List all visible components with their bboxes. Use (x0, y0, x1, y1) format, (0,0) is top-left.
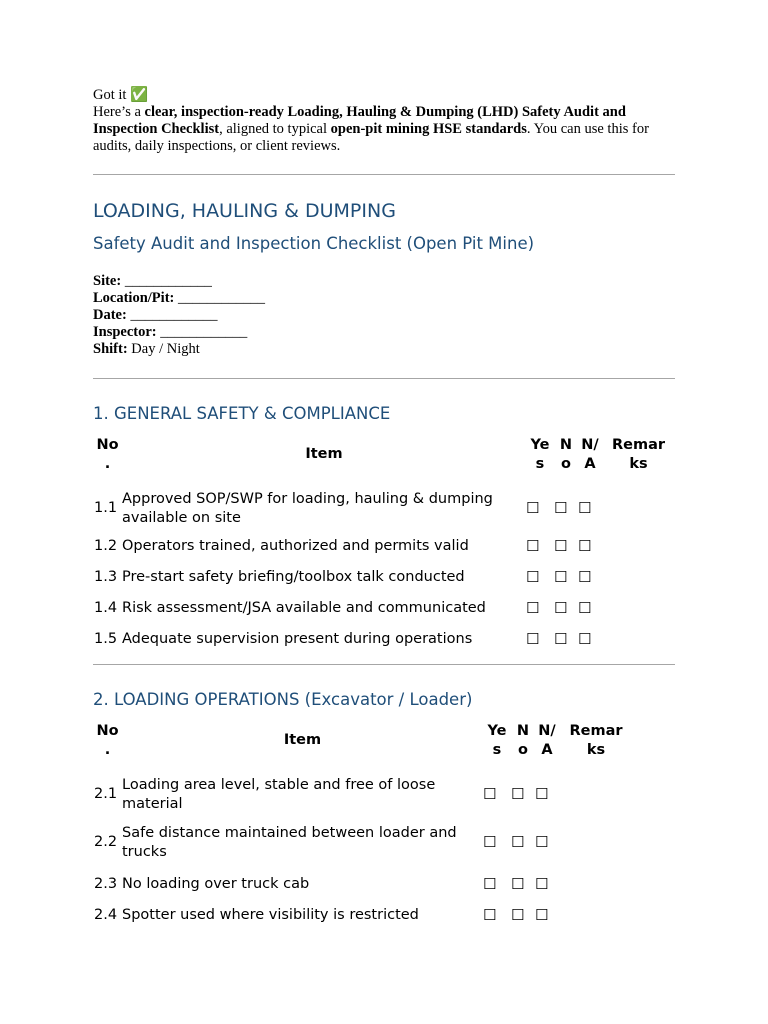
col-header-item: Item (305, 446, 343, 463)
no-checkbox[interactable]: ☐ (554, 567, 568, 586)
shift-field (93, 341, 675, 358)
no-checkbox[interactable]: ☐ (554, 629, 568, 648)
divider (93, 174, 675, 175)
intro-block (93, 87, 675, 155)
remarks-cell[interactable] (559, 869, 633, 900)
document-title: LOADING, HAULING & DUMPING (93, 200, 396, 222)
shift-value: Day / Night (127, 341, 200, 357)
remarks-cell[interactable] (559, 773, 633, 817)
col-header-remarks: Remar ks (611, 436, 666, 472)
checklist-table (93, 433, 675, 655)
document-page (93, 87, 675, 931)
row-item: Approved SOP/SWP for loading, hauling & dumping available on site (122, 490, 493, 526)
no-checkbox[interactable]: ☐ (554, 536, 568, 555)
row-item: Spotter used where visibility is restricted (122, 906, 419, 923)
col-header-no-answer: N o (516, 722, 530, 758)
row-item: Risk assessment/JSA available and communicated (122, 599, 486, 616)
table-row (93, 487, 675, 531)
row-item: Adequate supervision present during operations (122, 630, 473, 647)
yes-checkbox[interactable]: ☐ (526, 598, 540, 617)
yes-checkbox[interactable]: ☐ (483, 785, 497, 804)
no-checkbox[interactable]: ☐ (554, 499, 568, 518)
remarks-cell[interactable] (602, 624, 675, 655)
yes-checkbox[interactable]: ☐ (526, 629, 540, 648)
row-number: 2.4 (94, 906, 118, 923)
section-heading: 2. LOADING OPERATIONS (Excavator / Loader) (93, 690, 473, 709)
no-checkbox[interactable]: ☐ (511, 905, 525, 924)
intro-text: Here’s a (93, 104, 145, 120)
na-checkbox[interactable]: ☐ (578, 598, 592, 617)
remarks-cell[interactable] (559, 817, 633, 869)
date-value: ____________ (126, 307, 218, 323)
yes-checkbox[interactable]: ☐ (526, 499, 540, 518)
table-row (93, 624, 675, 655)
inspector-value: ____________ (156, 324, 248, 340)
col-header-no-answer: N o (559, 436, 573, 472)
yes-checkbox[interactable]: ☐ (483, 874, 497, 893)
na-checkbox[interactable]: ☐ (578, 629, 592, 648)
yes-checkbox[interactable]: ☐ (483, 905, 497, 924)
intro-paragraph (93, 104, 675, 155)
site-label: Site: (93, 273, 122, 289)
intro-text: , aligned to typical (219, 121, 331, 137)
no-checkbox[interactable]: ☐ (511, 785, 525, 804)
row-number: 1.1 (94, 500, 118, 517)
section-heading: 1. GENERAL SAFETY & COMPLIANCE (93, 404, 391, 423)
na-checkbox[interactable]: ☐ (535, 833, 549, 852)
row-item: No loading over truck cab (122, 875, 310, 892)
intro-bold-standards: open-pit mining HSE standards (330, 121, 527, 137)
inspection-details (93, 273, 675, 358)
location-label: Location/Pit: (93, 290, 175, 306)
table-row (93, 531, 675, 562)
table-header-row (93, 719, 633, 763)
no-checkbox[interactable]: ☐ (511, 833, 525, 852)
col-header-no: No . (96, 436, 119, 472)
yes-checkbox[interactable]: ☐ (526, 567, 540, 586)
col-header-item: Item (283, 732, 322, 749)
row-number: 1.3 (94, 568, 118, 585)
row-number: 2.1 (94, 786, 118, 803)
remarks-cell[interactable] (602, 531, 675, 562)
remarks-cell[interactable] (602, 562, 675, 593)
row-number: 1.4 (94, 599, 118, 616)
inspector-field (93, 324, 675, 341)
na-checkbox[interactable]: ☐ (535, 874, 549, 893)
table-header-row (93, 433, 675, 477)
na-checkbox[interactable]: ☐ (578, 499, 592, 518)
no-checkbox[interactable]: ☐ (511, 874, 525, 893)
document-subtitle: Safety Audit and Inspection Checklist (Open Pit Mine) (93, 234, 535, 253)
col-header-yes: Ye s (530, 436, 550, 472)
remarks-cell[interactable] (602, 593, 675, 624)
divider (93, 378, 675, 379)
col-header-na: N/ A (581, 436, 599, 472)
row-number: 1.2 (94, 537, 118, 554)
shift-label: Shift: (93, 341, 128, 357)
na-checkbox[interactable]: ☐ (578, 567, 592, 586)
na-checkbox[interactable]: ☐ (535, 785, 549, 804)
table-row (93, 562, 675, 593)
checklist-table (93, 719, 633, 931)
col-header-no: No . (96, 722, 119, 758)
remarks-cell[interactable] (559, 900, 633, 931)
site-value: ____________ (121, 273, 212, 289)
location-field (93, 290, 675, 307)
col-header-yes: Ye s (487, 722, 507, 758)
intro-text: . You can use this for audits, daily inspections, or client reviews. (93, 121, 649, 154)
yes-checkbox[interactable]: ☐ (526, 536, 540, 555)
row-item: Safe distance maintained between loader and trucks (122, 824, 457, 860)
row-item: Loading area level, stable and free of loose material (122, 776, 436, 812)
row-number: 2.3 (94, 875, 118, 892)
table-row (93, 817, 633, 869)
remarks-cell[interactable] (602, 487, 675, 531)
na-checkbox[interactable]: ☐ (578, 536, 592, 555)
intro-bold-checklist: clear, inspection-ready Loading, Hauling & Dumping (LHD) Safety Audit and Inspection Checklist (93, 104, 626, 137)
col-header-na: N/ A (538, 722, 556, 758)
divider (93, 664, 675, 665)
inspector-label: Inspector: (93, 324, 157, 340)
date-label: Date: (93, 307, 127, 323)
intro-greeting: Got it ✅ (93, 87, 149, 103)
col-header-remarks: Remar ks (569, 722, 623, 758)
site-field (93, 273, 675, 290)
row-item: Pre-start safety briefing/toolbox talk conducted (122, 568, 465, 585)
yes-checkbox[interactable]: ☐ (483, 833, 497, 852)
table-row (93, 900, 633, 931)
table-row (93, 773, 633, 817)
table-row (93, 593, 675, 624)
row-number: 2.2 (94, 834, 118, 851)
date-field (93, 307, 675, 324)
row-item: Operators trained, authorized and permits valid (122, 537, 469, 554)
location-value: ____________ (174, 290, 265, 306)
row-number: 1.5 (94, 630, 118, 647)
na-checkbox[interactable]: ☐ (535, 905, 549, 924)
no-checkbox[interactable]: ☐ (554, 598, 568, 617)
table-row (93, 869, 633, 900)
